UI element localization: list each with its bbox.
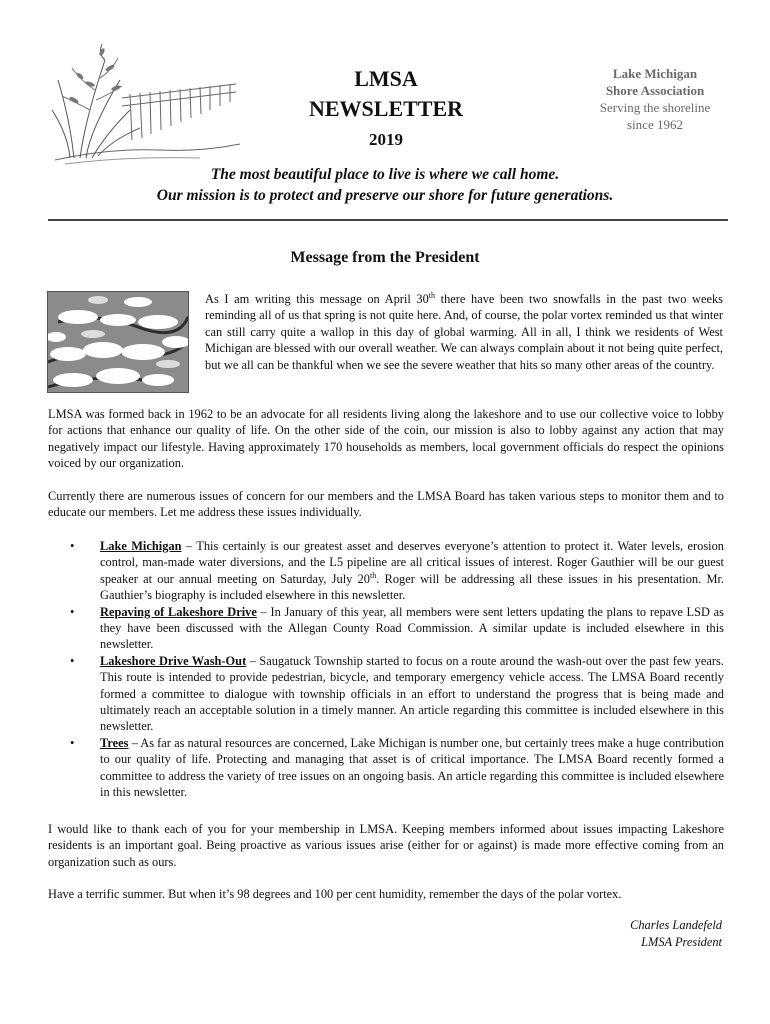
bullet-label-lake-michigan: Lake Michigan	[100, 539, 182, 553]
signature	[500, 917, 722, 951]
paragraph-thanks: I would like to thank each of you for your membership in LMSA. Keeping members informed about issues impacting Lakeshore residents is an important goal. Being proactive as various issues arise (either for or against) is made more effective coming from an organization such as ours.	[48, 822, 724, 869]
snowy-evergreen-icon	[48, 292, 188, 392]
paragraph-issues-intro: Currently there are numerous issues of concern for our members and the LMSA Board has taken various steps to monitor them and to educate our members. Let me address these issues individually.	[48, 489, 724, 520]
issues-list	[48, 538, 724, 801]
list-item	[48, 735, 724, 801]
list-item	[48, 653, 724, 735]
snowy-branches-photo	[47, 291, 189, 393]
intro-text-part2: there have been two snowfalls in the past two weeks reminding all of us that spring is not quite here. And, of course, the polar vortex reminded us that winter can still carry quite a wallop in this day of global warming. All in all, I think we residents of West Michigan are blessed with our overall weather. We can always complain about it not being quite perfect, but we all can be thankful when we see the severe weather that hits so many other areas of the country.	[205, 292, 723, 372]
intro-paragraph	[205, 291, 723, 373]
bullet-text-part2: . Roger will be addressing all these issues in his presentation. Mr. Gauthier’s biography is included elsewhere in this newsletter.	[100, 571, 725, 603]
association-motto-line1: Serving the shoreline	[599, 100, 711, 115]
bullet-icon: •	[70, 604, 75, 619]
bullet-text: – As far as natural resources are concerned, Lake Michigan is number one, but certainly trees make a huge contribution to our quality of life. Protecting and managing that asset is of critical importance. The LMSA Board recently formed a committee to address the variety of tree issues on an ongoing basis. An article regarding this committee is included elsewhere in this newsletter.	[100, 735, 724, 800]
masthead	[270, 64, 502, 152]
signature-name: Charles Landefeld	[630, 918, 722, 932]
bullet-icon: •	[70, 653, 75, 668]
tagline	[40, 164, 730, 206]
tagline-line1: The most beautiful place to live is where we call home.	[210, 166, 560, 183]
signature-title: LMSA President	[641, 935, 722, 949]
bullet-label-repaving: Repaving of Lakeshore Drive	[100, 604, 257, 619]
newsletter-year: 2019	[369, 130, 403, 149]
dune-grass-logo-icon	[50, 40, 246, 168]
bullet-superscript: th	[369, 570, 377, 580]
list-item	[48, 604, 724, 653]
bullet-icon: •	[70, 735, 75, 750]
newsletter-title-line1: LMSA	[354, 66, 418, 91]
association-name-line2: Shore Association	[605, 83, 705, 98]
association-name-line1: Lake Michigan	[612, 66, 698, 81]
paragraph-history: LMSA was formed back in 1962 to be an advocate for all residents living along the lakeshore and to use our collective voice to lobby for actions that enhance our quality of life. On the other side of the coin, our mission is also to lobby against any action that may negatively impact our lifestyle. Having approximately 170 households as members, local government officials do respect the opinions voiced by our organization.	[48, 407, 724, 471]
tagline-line2: Our mission is to protect and preserve our shore for future generations.	[156, 187, 614, 204]
bullet-icon: •	[70, 539, 75, 553]
newsletter-title-line2: NEWSLETTER	[308, 96, 464, 121]
association-block	[580, 65, 730, 133]
bullet-text: – In January of this year, all members were sent letters updating the plans to repave LSD as they have been discussed with the Allegan County Road Commission. A similar update is included elsewhere in this newsletter.	[100, 604, 724, 652]
paragraph-closing: Have a terrific summer. But when it’s 98 degrees and 100 per cent humidity, remember the days of the polar vortex.	[48, 887, 622, 901]
intro-text-part1: As I am writing this message on April 30	[205, 292, 429, 306]
list-item	[48, 538, 724, 604]
intro-superscript: th	[428, 290, 436, 300]
header-divider	[48, 219, 728, 221]
bullet-label-wash-out: Lakeshore Drive Wash-Out	[100, 653, 247, 668]
section-title: Message from the President	[290, 249, 480, 266]
association-motto-line2: since 1962	[627, 117, 683, 132]
bullet-text: – Saugatuck Township started to focus on a route around the wash-out over the past few years. This route is intended to provide pedestrian, bicycle, and temporary emergency vehicle access. The LMSA Board recently formed a committee to dialogue with township officials in an effort to understand the progress that is being made and ultimately reach an acceptable solution in a timely manner. An article regarding this committee is included elsewhere in this newsletter.	[100, 653, 724, 734]
bullet-label-trees: Trees	[100, 735, 129, 750]
bullet-text-part1: – This certainly is our greatest asset and deserves everyone’s attention to protect it. Water levels, erosion control, man-made water diversions, and the L5 pipeline are all critical issues of interest. Roger Gauthier will be our guest speaker at our annual meeting on Saturday, July 20	[100, 539, 725, 586]
